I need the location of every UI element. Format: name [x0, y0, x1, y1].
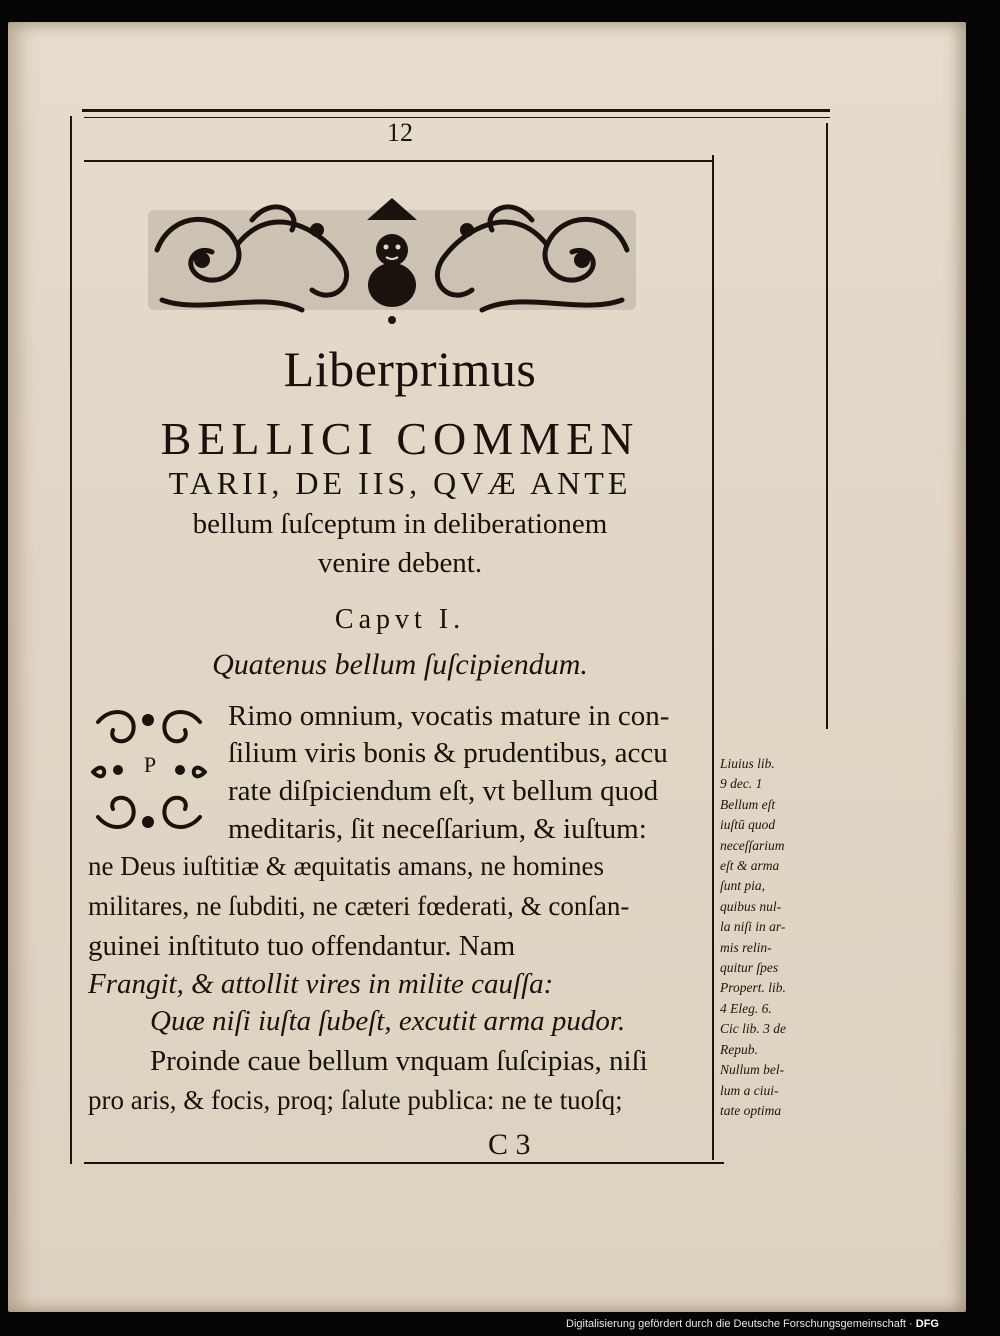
marginal-note-line: Propert. lib.	[720, 980, 786, 996]
marginal-note-line: neceſſarium	[720, 837, 785, 853]
body-line-10: Proinde caue bellum vnquam ſuſcipias, niſi	[150, 1045, 648, 1077]
body-line-5: ne Deus iuſtitiæ & æquitatis amans, ne homines	[88, 851, 604, 881]
digitization-credit	[566, 1318, 976, 1330]
body-line-4: meditaris, ſit neceſſarium, & iuſtum:	[228, 813, 647, 845]
separator-dot: ·	[909, 1318, 916, 1330]
marginal-note-line: quibus nul-	[720, 898, 782, 914]
chapter-heading: Capvt I.	[334, 604, 466, 635]
marginal-note-line: Repub.	[720, 1041, 758, 1057]
marginal-note-line: ſunt pia,	[720, 878, 766, 894]
top-rule	[82, 109, 830, 112]
decorated-initial	[88, 702, 210, 838]
title-line-caps: BELLICI COMMEN	[160, 413, 640, 464]
body-line-2: ſilium viris bonis & prudentibus, accu	[228, 737, 668, 769]
verse-line-2: Quæ niſi iuſta ſubeſt, excutit arma pudor.	[150, 1005, 626, 1037]
left-frame-rule	[70, 116, 72, 1164]
body-line-3: rate diſpiciendum eſt, vt bellum quod	[228, 775, 659, 807]
margin-frame-rule	[826, 123, 828, 729]
body-line-6: militares, ne ſubditi, ne cæteri fœderati, & conſan-	[88, 891, 630, 921]
marginal-note-line: Liuius lib.	[720, 756, 775, 771]
title-line-lower: bellum ſuſceptum in deliberationem	[192, 508, 608, 540]
marginal-note-line: tate optima	[720, 1102, 782, 1118]
verse-line-1: Frangit, & attollit vires in milite cauſſa:	[88, 968, 554, 1000]
header-rule	[84, 117, 830, 118]
right-frame-rule	[712, 155, 714, 1160]
marginal-note-line: 9 dec. 1	[720, 776, 763, 792]
body-line-7: guinei inſtituto tuo offendantur. Nam	[88, 930, 516, 962]
chapter-subtitle: Quatenus bellum ſuſcipiendum.	[212, 648, 588, 681]
marginal-note-line: Cic lib. 3 de	[720, 1021, 786, 1037]
credit-text: Digitalisierung gefördert durch die Deutsche Forschungsgemeinschaft	[566, 1318, 906, 1330]
initial-letter: P	[138, 752, 162, 778]
marginal-note-line: 4 Eleg. 6.	[720, 1000, 772, 1016]
marginal-note-line: la niſi in ar-	[720, 919, 786, 935]
marginal-note-line: Bellum eſt	[720, 796, 776, 812]
marginal-notes	[720, 754, 850, 1121]
bottom-rule	[84, 1162, 724, 1164]
body-line-11: pro aris, & focis, proq; ſalute publica: ne te tuoſq;	[88, 1085, 623, 1115]
marginal-note-line: iuſtū quod	[720, 817, 776, 833]
body-line-1: Rimo omnium, vocatis mature in con-	[228, 700, 670, 732]
title-line-lower-2: venire debent.	[317, 547, 483, 579]
title-line-caps-2: TARII, DE IIS, QVÆ ANTE	[168, 465, 632, 501]
marginal-note-line: quitur ſpes	[720, 960, 779, 976]
book-title: Liberprimus	[283, 341, 537, 397]
marginal-note-line: lum a ciui-	[720, 1082, 779, 1098]
marginal-note-line: mis relin-	[720, 939, 772, 955]
signature-mark: C 3	[488, 1128, 531, 1161]
dfg-logo: DFG	[915, 1318, 939, 1330]
marginal-note-line: eſt & arma	[720, 858, 780, 874]
page-number: 12	[387, 118, 413, 147]
ornamental-headpiece	[142, 190, 642, 325]
marginal-note-line: Nullum bel-	[720, 1062, 785, 1078]
header-bottom-rule	[84, 160, 712, 162]
